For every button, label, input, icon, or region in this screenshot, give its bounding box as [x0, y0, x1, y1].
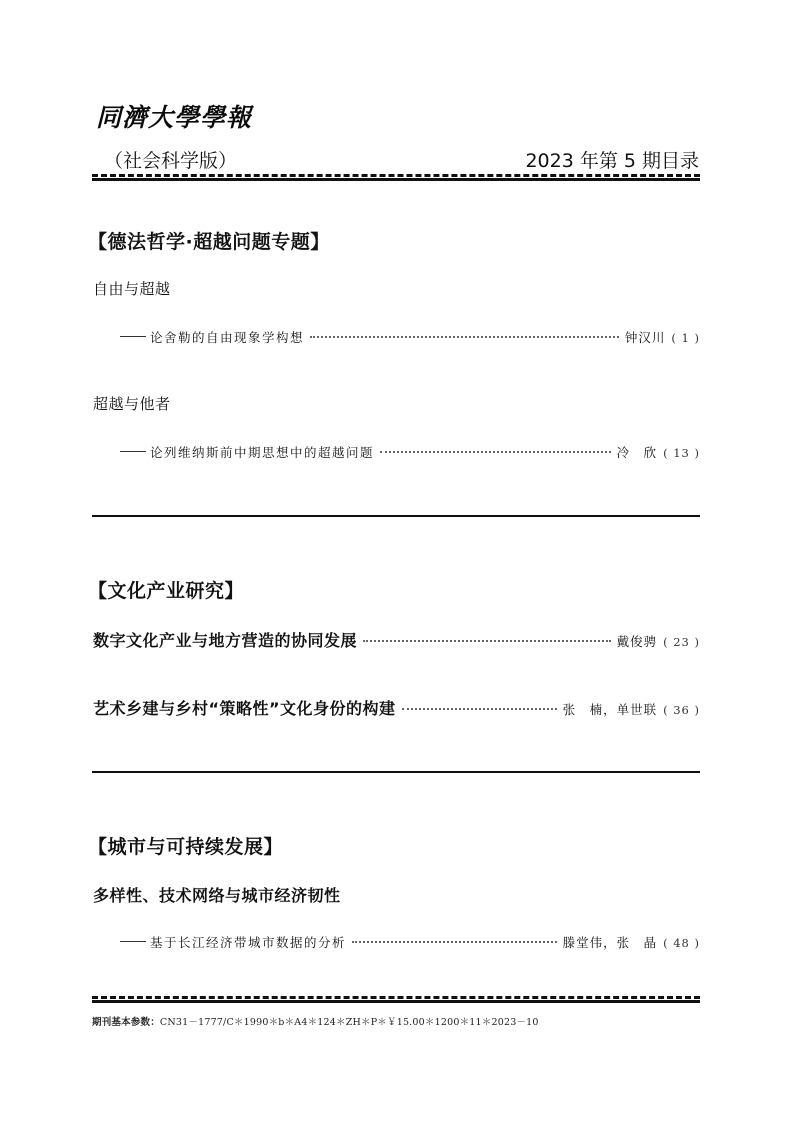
issue-title: 2023 年第 5 期目录 — [525, 150, 699, 172]
header-divider — [92, 174, 700, 181]
article-title: 多样性、技术网络与城市经济韧性 — [93, 886, 341, 905]
article-title: 自由与超越 — [93, 280, 171, 298]
article-author: 钟汉川 — [624, 330, 666, 345]
dash-rule — [120, 336, 146, 337]
toc-entry[interactable] — [93, 696, 700, 719]
section-heading-cultural-industry: 【文化产业研究】 — [88, 580, 245, 602]
page-number: ( 13 ) — [663, 446, 700, 460]
article-title: 数字文化产业与地方营造的协同发展 — [93, 631, 358, 650]
journal-parameters — [92, 1014, 539, 1028]
toc-entry[interactable] — [93, 628, 700, 651]
edition-label: （社会科学版） — [104, 150, 238, 172]
article-author: 滕堂伟，张 晶 — [562, 935, 658, 950]
article-subtitle: 论列维纳斯前中期思想中的超越问题 — [150, 445, 375, 460]
dot-leader — [402, 708, 557, 710]
page-number: ( 36 ) — [663, 703, 700, 717]
section-heading-philosophy: 【德法哲学·超越问题专题】 — [88, 231, 330, 253]
article-author: 冷 欣 — [616, 445, 658, 460]
page-number: ( 1 ) — [671, 331, 700, 345]
journal-logo: 同濟大學學報 — [96, 103, 253, 132]
dot-leader — [363, 640, 611, 642]
dot-leader — [352, 941, 557, 943]
section-divider — [92, 771, 700, 773]
article-title: 艺术乡建与乡村“策略性”文化身份的构建 — [93, 699, 396, 718]
dot-leader — [380, 451, 611, 453]
page-number: ( 23 ) — [663, 635, 700, 649]
article-author: 戴俊骋 — [616, 634, 658, 649]
toc-entry[interactable] — [120, 443, 700, 461]
article-subtitle: 基于长江经济带城市数据的分析 — [150, 935, 347, 950]
article-title: 超越与他者 — [93, 395, 171, 413]
toc-entry[interactable] — [120, 933, 700, 951]
params-label: 期刊基本参数： — [92, 1017, 160, 1028]
dot-leader — [310, 336, 619, 338]
dash-rule — [120, 451, 146, 452]
article-subtitle: 论舍勒的自由现象学构想 — [150, 330, 305, 345]
page-number: ( 48 ) — [663, 936, 700, 950]
toc-entry[interactable] — [120, 328, 700, 346]
footer-divider — [92, 996, 700, 1003]
params-value: CN31－1777/C＊1990＊b＊A4＊124＊ZH＊P＊￥15.00＊1200＊11＊2023－10 — [159, 1017, 539, 1028]
article-author: 张 楠，单世联 — [562, 702, 658, 717]
section-divider — [92, 515, 700, 517]
dash-rule — [120, 941, 146, 942]
section-heading-urban: 【城市与可持续发展】 — [88, 836, 284, 858]
